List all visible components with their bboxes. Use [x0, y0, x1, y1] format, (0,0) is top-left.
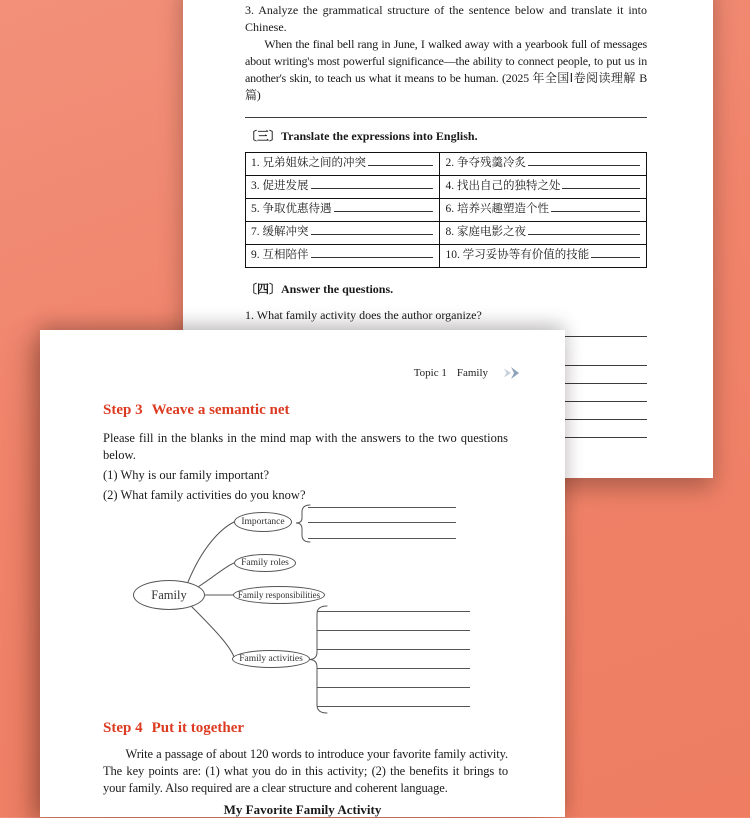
- front-page-content: [40, 330, 565, 818]
- table-row: [246, 222, 647, 245]
- mindmap-connectors: [40, 504, 565, 716]
- table-row: [246, 176, 647, 199]
- answer-blank: [311, 178, 434, 189]
- table-row: [246, 245, 647, 268]
- essay-title: My Favorite Family Activity: [223, 802, 382, 817]
- step3-label: Step 3: [103, 402, 143, 418]
- table-row: [246, 199, 647, 222]
- mindmap-node-importance: Importance: [234, 512, 292, 532]
- brace-activities: [310, 606, 327, 713]
- fill-in-line: [317, 649, 470, 650]
- fill-in-line: [317, 668, 470, 669]
- step3-intro: Please fill in the blanks in the mind map with the answers to the two questions below.: [103, 431, 508, 462]
- reading-passage: When the final bell rang in June, I walked away with a yearbook full of messages about writing's most powerful significance—the ability to connect people, to put us in another's skin, to teach us what it means to be human. (2025 年全国Ⅰ卷阅读理解 B 篇): [245, 37, 647, 102]
- step4-instructions: Write a passage of about 120 words to introduce your favorite family activity. The key points are: (1) what you do in this activity; (2) the benefits it brings to your family. Also required are a clear structure and coherent language.: [103, 747, 508, 795]
- page-header: [414, 366, 520, 380]
- mind-map: [40, 504, 565, 716]
- expression-item: 2. 争夺残羹冷炙: [445, 157, 526, 169]
- topic-title: Family: [456, 367, 488, 379]
- expression-item: 10. 学习妥协等有价值的技能: [445, 249, 590, 261]
- step4-heading: [103, 718, 508, 738]
- answer-blank: [368, 155, 433, 166]
- answer-blank: [311, 224, 434, 235]
- expression-item: 4. 找出自己的独特之处: [445, 180, 561, 192]
- table-row: [246, 153, 647, 176]
- expressions-table: [245, 152, 647, 268]
- answer-blank: [551, 201, 640, 212]
- step3-question-1: (1) Why is our family important?: [103, 468, 270, 482]
- topic-decoration-icon: [498, 366, 520, 380]
- step4-label: Step 4: [103, 720, 143, 736]
- answer-blank: [334, 201, 434, 212]
- answer-blank: [528, 155, 640, 166]
- answer-blank: [528, 224, 640, 235]
- answer-blank: [311, 247, 434, 258]
- step3-title: Weave a semantic net: [151, 402, 290, 418]
- fill-in-line: [317, 611, 470, 612]
- expression-item: 3. 促进发展: [251, 180, 309, 192]
- mindmap-node-family-roles: Family roles: [234, 554, 296, 572]
- front-page: [40, 330, 565, 817]
- expression-item: 6. 培养兴趣塑造个性: [445, 203, 549, 215]
- mindmap-node-family-activities: Family activities: [232, 650, 310, 668]
- answer-blank: [591, 247, 640, 258]
- expression-item: 8. 家庭电影之夜: [445, 226, 526, 238]
- topic-label: Topic 1: [413, 367, 447, 379]
- section-four-heading: 〔四〕Answer the questions.: [245, 282, 394, 296]
- fill-in-line: [308, 538, 456, 539]
- mindmap-node-family-responsibilities: Family responsibilities: [233, 586, 325, 604]
- brace-importance: [296, 505, 310, 542]
- section-four-question-1: 1. What family activity does the author organize?: [245, 308, 482, 322]
- section-three-heading: 〔三〕Translate the expressions into English.: [245, 129, 478, 143]
- answer-blank: [562, 178, 640, 189]
- mindmap-root-node: Family: [133, 580, 205, 610]
- fill-in-line: [308, 507, 456, 508]
- expression-item: 7. 缓解冲突: [251, 226, 309, 238]
- fill-in-line: [308, 522, 456, 523]
- expression-item: 5. 争取优惠待遇: [251, 203, 332, 215]
- fill-in-line: [317, 687, 470, 688]
- step4-title: Put it together: [151, 720, 245, 736]
- fill-in-line: [317, 706, 470, 707]
- answer-line: [245, 104, 647, 118]
- question-3-text: 3. Analyze the grammatical structure of the sentence below and translate it into Chinese.: [245, 3, 647, 34]
- expression-item: 9. 互相陪伴: [251, 249, 309, 261]
- step3-heading: [103, 400, 508, 420]
- expression-item: 1. 兄弟姐妹之间的冲突: [251, 157, 366, 169]
- step3-question-2: (2) What family activities do you know?: [103, 488, 306, 502]
- fill-in-line: [317, 630, 470, 631]
